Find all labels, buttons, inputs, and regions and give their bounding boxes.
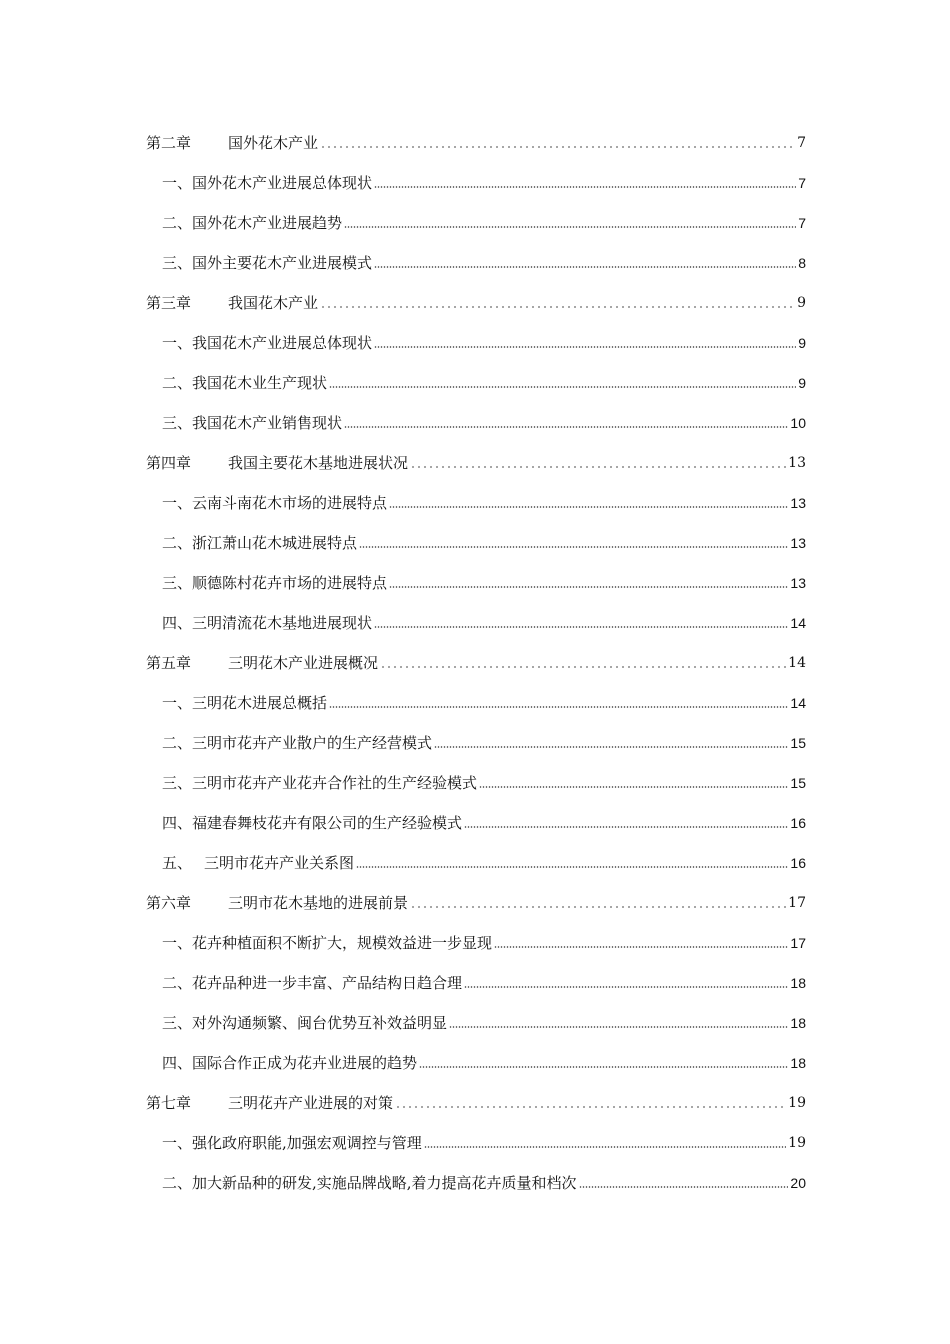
toc-page-number: 19 (788, 1095, 806, 1111)
toc-page-number: 13 (790, 535, 806, 551)
toc-entry-number: 四、 (162, 1054, 193, 1072)
toc-dot-leader (410, 905, 786, 909)
toc-entry-title: 国外花木产业进展总体现状 (192, 174, 373, 192)
toc-page-number: 13 (790, 575, 806, 591)
toc-entry-number: 一、 (162, 334, 193, 352)
toc-dot-leader (424, 1145, 786, 1149)
toc-entry-number: 一、 (162, 494, 193, 512)
toc-page-number: 18 (790, 1055, 806, 1071)
toc-dot-leader (344, 225, 796, 229)
toc-dot-leader (374, 345, 796, 349)
toc-section-entry[interactable] (146, 922, 806, 962)
toc-section-entry[interactable] (146, 842, 806, 882)
toc-entry-number: 一、 (162, 1134, 193, 1152)
toc-dot-leader (579, 1185, 789, 1189)
toc-page-number: 15 (790, 775, 806, 791)
toc-entry-number: 二、 (162, 534, 193, 552)
toc-dot-leader (320, 145, 795, 149)
toc-section-entry[interactable] (146, 962, 806, 1002)
toc-page-number: 8 (798, 255, 806, 271)
toc-page-number: 7 (798, 175, 806, 191)
toc-dot-leader (449, 1025, 788, 1029)
toc-page-number: 10 (790, 415, 806, 431)
toc-page-number: 7 (798, 215, 806, 231)
toc-dot-leader (479, 785, 788, 789)
toc-entry-title: 三明花卉产业进展的对策 (228, 1094, 394, 1112)
toc-section-entry[interactable] (146, 1122, 806, 1162)
toc-entry-title: 国外花木产业进展趋势 (192, 214, 343, 232)
toc-section-entry[interactable] (146, 1042, 806, 1082)
toc-dot-leader (329, 705, 788, 709)
toc-entry-title: 对外沟通频繁、闽台优势互补效益明显 (192, 1014, 448, 1032)
toc-page-number: 16 (790, 855, 806, 871)
toc-chapter-entry[interactable] (146, 882, 806, 922)
toc-section-entry[interactable] (146, 202, 806, 242)
toc-entry-number: 一、 (162, 694, 193, 712)
toc-chapter-entry[interactable] (146, 442, 806, 482)
toc-dot-leader (410, 465, 786, 469)
toc-dot-leader (329, 385, 796, 389)
toc-entry-number: 二、 (162, 374, 193, 392)
toc-chapter-entry[interactable] (146, 1082, 806, 1122)
toc-entry-title: 三明花木进展总概括 (192, 694, 328, 712)
toc-entry-title: 三明花木产业进展概况 (228, 654, 379, 672)
toc-page-number: 19 (788, 1135, 806, 1151)
toc-section-entry[interactable] (146, 602, 806, 642)
toc-page-number: 13 (788, 455, 806, 471)
toc-entry-number: 一、 (162, 174, 193, 192)
toc-dot-leader (374, 265, 796, 269)
toc-section-entry[interactable] (146, 402, 806, 442)
toc-entry-number: 第二章 (146, 134, 192, 152)
toc-entry-title: 浙江萧山花木城进展特点 (192, 534, 358, 552)
toc-entry-number: 三、 (162, 574, 193, 592)
toc-page-number: 17 (788, 895, 806, 911)
toc-entry-title: 三明市花卉产业关系图 (204, 854, 355, 872)
toc-dot-leader (374, 185, 796, 189)
toc-entry-title: 国外花木产业 (228, 134, 319, 152)
toc-dot-leader (359, 545, 788, 549)
toc-section-entry[interactable] (146, 722, 806, 762)
toc-entry-title: 我国花木产业销售现状 (192, 414, 343, 432)
toc-section-entry[interactable] (146, 682, 806, 722)
toc-entry-number: 三、 (162, 774, 193, 792)
toc-entry-number: 四、 (162, 614, 193, 632)
toc-chapter-entry[interactable] (146, 282, 806, 322)
toc-section-entry[interactable] (146, 522, 806, 562)
toc-page-number: 16 (790, 815, 806, 831)
toc-section-entry[interactable] (146, 242, 806, 282)
toc-section-entry[interactable] (146, 1162, 806, 1202)
toc-section-entry[interactable] (146, 1002, 806, 1042)
toc-entry-title: 我国花木产业进展总体现状 (192, 334, 373, 352)
toc-section-entry[interactable] (146, 802, 806, 842)
toc-entry-number: 五、 (162, 854, 193, 872)
toc-entry-title: 顺德陈村花卉市场的进展特点 (192, 574, 388, 592)
toc-page-number: 14 (790, 615, 806, 631)
toc-page-number: 14 (788, 655, 806, 671)
toc-entry-number: 二、 (162, 974, 193, 992)
toc-section-entry[interactable] (146, 162, 806, 202)
toc-entry-title: 花卉种植面积不断扩大，规模效益进一步显现 (192, 934, 493, 952)
toc-section-entry[interactable] (146, 482, 806, 522)
toc-page-number: 9 (797, 295, 806, 311)
toc-dot-leader (494, 945, 788, 949)
toc-entry-number: 第四章 (146, 454, 192, 472)
toc-entry-number: 第七章 (146, 1094, 192, 1112)
toc-dot-leader (464, 825, 788, 829)
toc-dot-leader (434, 745, 788, 749)
toc-entry-number: 三、 (162, 1014, 193, 1032)
toc-page-number: 15 (790, 735, 806, 751)
toc-section-entry[interactable] (146, 762, 806, 802)
toc-entry-number: 第五章 (146, 654, 192, 672)
toc-entry-number: 一、 (162, 934, 193, 952)
toc-dot-leader (389, 505, 788, 509)
toc-entry-title: 国际合作正成为花卉业进展的趋势 (192, 1054, 418, 1072)
toc-entry-title: 福建春舞枝花卉有限公司的生产经验模式 (192, 814, 463, 832)
toc-dot-leader (344, 425, 788, 429)
toc-dot-leader (389, 585, 788, 589)
toc-entry-title: 强化政府职能,加强宏观调控与管理 (192, 1134, 422, 1152)
table-of-contents (146, 122, 806, 1202)
toc-dot-leader (395, 1105, 786, 1109)
toc-entry-title: 三明清流花木基地进展现状 (192, 614, 373, 632)
toc-entry-title: 国外主要花木产业进展模式 (192, 254, 373, 272)
toc-entry-number: 二、 (162, 214, 193, 232)
toc-dot-leader (356, 865, 788, 869)
toc-dot-leader (380, 665, 786, 669)
toc-section-entry[interactable] (146, 322, 806, 362)
toc-entry-number: 三、 (162, 414, 193, 432)
toc-chapter-entry[interactable] (146, 122, 806, 162)
toc-entry-number: 四、 (162, 814, 193, 832)
toc-entry-title: 我国花木产业 (228, 294, 319, 312)
toc-dot-leader (320, 305, 795, 309)
toc-chapter-entry[interactable] (146, 642, 806, 682)
toc-entry-number: 二、 (162, 1174, 193, 1192)
toc-dot-leader (374, 625, 788, 629)
toc-entry-title: 我国主要花木基地进展状况 (228, 454, 409, 472)
toc-page-number: 18 (790, 975, 806, 991)
toc-entry-number: 二、 (162, 734, 193, 752)
toc-dot-leader (464, 985, 788, 989)
toc-entry-title: 三明市花卉产业花卉合作社的生产经验模式 (192, 774, 478, 792)
toc-entry-title: 我国花木业生产现状 (192, 374, 328, 392)
toc-entry-number: 第六章 (146, 894, 192, 912)
toc-page-number: 13 (790, 495, 806, 511)
toc-section-entry[interactable] (146, 562, 806, 602)
toc-page-number: 20 (790, 1175, 806, 1191)
toc-page-number: 18 (790, 1015, 806, 1031)
toc-section-entry[interactable] (146, 362, 806, 402)
toc-page-number: 17 (790, 935, 806, 951)
toc-dot-leader (419, 1065, 788, 1069)
toc-entry-number: 三、 (162, 254, 193, 272)
toc-page-number: 9 (798, 335, 806, 351)
toc-entry-title: 云南斗南花木市场的进展特点 (192, 494, 388, 512)
toc-page-number: 14 (790, 695, 806, 711)
toc-page-number: 9 (798, 375, 806, 391)
toc-entry-title: 三明市花卉产业散户的生产经营模式 (192, 734, 433, 752)
toc-page-number: 7 (797, 135, 806, 151)
toc-entry-title: 加大新品种的研发,实施品牌战略,着力提高花卉质量和档次 (192, 1174, 577, 1192)
toc-entry-title: 三明市花木基地的进展前景 (228, 894, 409, 912)
toc-entry-title: 花卉品种进一步丰富、产品结构日趋合理 (192, 974, 463, 992)
toc-entry-number: 第三章 (146, 294, 192, 312)
